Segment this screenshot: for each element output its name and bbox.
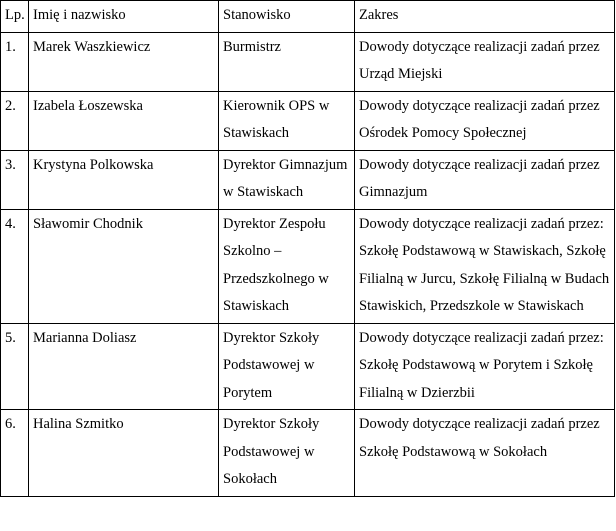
table-row bbox=[1, 209, 615, 323]
row-name: Krystyna Polkowska bbox=[29, 150, 219, 209]
header-scope: Zakres bbox=[355, 1, 615, 33]
row-name: Izabela Łoszewska bbox=[29, 91, 219, 150]
header-lp: Lp. bbox=[1, 1, 29, 33]
row-name: Sławomir Chodnik bbox=[29, 209, 219, 323]
table-row bbox=[1, 323, 615, 410]
row-position: Dyrektor Zespołu Szkolno – Przedszkolnego w Stawiskach bbox=[219, 209, 355, 323]
table-row bbox=[1, 32, 615, 91]
table-row bbox=[1, 410, 615, 497]
table-header-row bbox=[1, 1, 615, 33]
row-scope: Dowody dotyczące realizacji zadań przez: Szkołę Podstawową w Porytem i Szkołę Filialną w Dzierzbii bbox=[355, 323, 615, 410]
row-lp: 2. bbox=[1, 91, 29, 150]
row-position: Kierownik OPS w Stawiskach bbox=[219, 91, 355, 150]
row-lp: 6. bbox=[1, 410, 29, 497]
row-scope: Dowody dotyczące realizacji zadań przez Gimnazjum bbox=[355, 150, 615, 209]
row-name: Marianna Doliasz bbox=[29, 323, 219, 410]
row-scope: Dowody dotyczące realizacji zadań przez Urząd Miejski bbox=[355, 32, 615, 91]
row-scope: Dowody dotyczące realizacji zadań przez Szkołę Podstawową w Sokołach bbox=[355, 410, 615, 497]
row-scope: Dowody dotyczące realizacji zadań przez Ośrodek Pomocy Społecznej bbox=[355, 91, 615, 150]
table-row bbox=[1, 150, 615, 209]
row-lp: 3. bbox=[1, 150, 29, 209]
row-lp: 4. bbox=[1, 209, 29, 323]
table-row bbox=[1, 91, 615, 150]
row-name: Marek Waszkiewicz bbox=[29, 32, 219, 91]
header-name: Imię i nazwisko bbox=[29, 1, 219, 33]
row-scope: Dowody dotyczące realizacji zadań przez: Szkołę Podstawową w Stawiskach, Szkołę Filialną w Jurcu, Szkołę Filialną w Budach Stawiskich, Przedszkole w Stawiskach bbox=[355, 209, 615, 323]
row-position: Dyrektor Szkoły Podstawowej w Porytem bbox=[219, 323, 355, 410]
row-name: Halina Szmitko bbox=[29, 410, 219, 497]
row-lp: 5. bbox=[1, 323, 29, 410]
header-position: Stanowisko bbox=[219, 1, 355, 33]
row-position: Dyrektor Gimnazjum w Stawiskach bbox=[219, 150, 355, 209]
row-position: Dyrektor Szkoły Podstawowej w Sokołach bbox=[219, 410, 355, 497]
row-lp: 1. bbox=[1, 32, 29, 91]
row-position: Burmistrz bbox=[219, 32, 355, 91]
